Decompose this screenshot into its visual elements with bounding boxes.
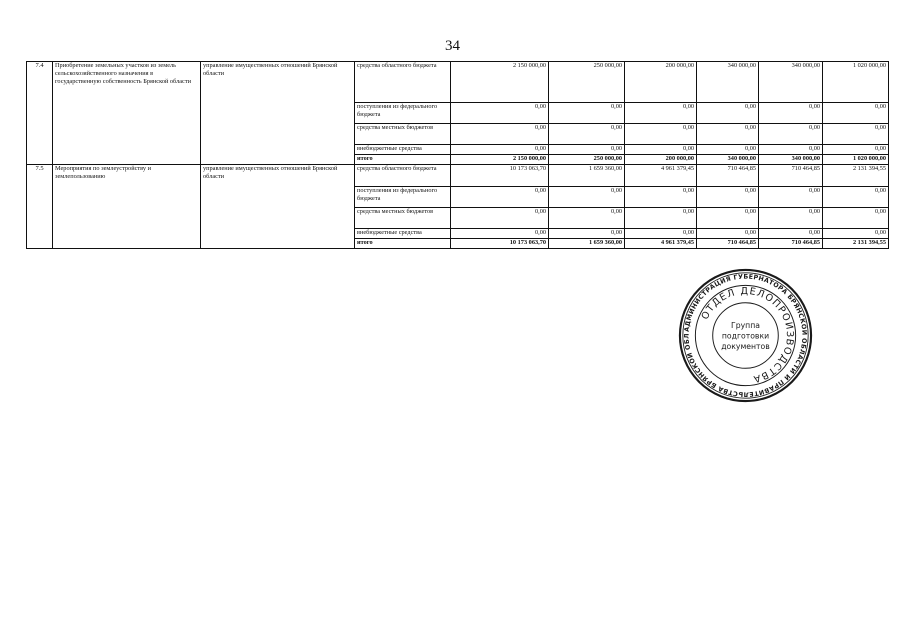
item-number: 7.5 (27, 165, 53, 249)
total-value: 710 464,85 (697, 239, 759, 249)
cell-value: 0,00 (451, 187, 549, 208)
cell-value: 0,00 (625, 229, 697, 239)
cell-value: 0,00 (697, 124, 759, 145)
total-value: 4 961 379,45 (625, 239, 697, 249)
cell-value: 10 173 063,70 (451, 165, 549, 187)
cell-value: 0,00 (625, 103, 697, 124)
total-value: 200 000,00 (625, 155, 697, 165)
table-row (27, 165, 889, 187)
total-value: 1 659 360,00 (549, 239, 625, 249)
total-value: 710 464,85 (759, 239, 823, 249)
stamp-department: ОТДЕЛ ДЕЛОПРОИЗВОДСТВА (699, 285, 796, 385)
cell-value: 0,00 (823, 103, 889, 124)
cell-value: 0,00 (823, 208, 889, 229)
source-label: внебюджетные средства (355, 145, 451, 155)
cell-value: 0,00 (697, 229, 759, 239)
total-label: итого (355, 239, 451, 249)
total-value: 2 150 000,00 (451, 155, 549, 165)
cell-value: 200 000,00 (625, 62, 697, 103)
cell-value: 0,00 (759, 229, 823, 239)
cell-value: 0,00 (759, 145, 823, 155)
cell-value: 0,00 (823, 187, 889, 208)
total-value: 1 020 000,00 (823, 155, 889, 165)
item-executor: управление имущественных отношений Брянской области (201, 165, 355, 249)
page-number: 34 (445, 38, 460, 54)
cell-value: 0,00 (451, 208, 549, 229)
total-value: 340 000,00 (697, 155, 759, 165)
cell-value: 0,00 (549, 103, 625, 124)
cell-value: 0,00 (759, 187, 823, 208)
stamp-seal (678, 268, 813, 403)
stamp-line: подготовки (721, 331, 770, 341)
total-value: 340 000,00 (759, 155, 823, 165)
cell-value: 0,00 (549, 229, 625, 239)
source-label: поступления из федерального бюджета (355, 187, 451, 208)
total-value: 2 131 394,55 (823, 239, 889, 249)
cell-value: 0,00 (549, 124, 625, 145)
cell-value: 710 464,85 (759, 165, 823, 187)
cell-value: 340 000,00 (759, 62, 823, 103)
total-value: 10 173 063,70 (451, 239, 549, 249)
item-number: 7.4 (27, 62, 53, 165)
stamp-line: Группа (731, 320, 760, 330)
cell-value: 1 659 360,00 (549, 165, 625, 187)
source-label: внебюджетные средства (355, 229, 451, 239)
cell-value: 0,00 (451, 229, 549, 239)
stamp-ring-text: АДМИНИСТРАЦИЯ ГУБЕРНАТОРА БРЯНСКОЙ ОБЛАСТИ И ПРАВИТЕЛЬСТВА БРЯНСКОЙ ОБЛ (683, 273, 808, 398)
cell-value: 0,00 (451, 145, 549, 155)
cell-value: 0,00 (549, 208, 625, 229)
table-row (27, 62, 889, 103)
item-name: Мероприятия по землеустройству и землепользованию (53, 165, 201, 249)
cell-value: 1 020 000,00 (823, 62, 889, 103)
cell-value: 0,00 (823, 124, 889, 145)
source-label: средства местных бюджетов (355, 124, 451, 145)
cell-value: 0,00 (625, 187, 697, 208)
cell-value: 0,00 (549, 145, 625, 155)
cell-value: 0,00 (625, 145, 697, 155)
cell-value: 0,00 (697, 208, 759, 229)
item-name: Приобретение земельных участков из земель сельскохозяйственного назначения в государственную собственность Брянской области (53, 62, 201, 165)
cell-value: 2 131 394,55 (823, 165, 889, 187)
budget-table (26, 61, 889, 249)
stamp-line: документов (721, 342, 770, 351)
cell-value: 4 961 379,45 (625, 165, 697, 187)
cell-value: 0,00 (697, 103, 759, 124)
cell-value: 0,00 (625, 208, 697, 229)
cell-value: 0,00 (451, 103, 549, 124)
cell-value: 0,00 (759, 103, 823, 124)
cell-value: 0,00 (759, 208, 823, 229)
total-label: итого (355, 155, 451, 165)
cell-value: 0,00 (697, 145, 759, 155)
source-label: средства областного бюджета (355, 62, 451, 103)
cell-value: 340 000,00 (697, 62, 759, 103)
source-label: средства местных бюджетов (355, 208, 451, 229)
source-label: средства областного бюджета (355, 165, 451, 187)
total-value: 250 000,00 (549, 155, 625, 165)
cell-value: 0,00 (759, 124, 823, 145)
cell-value: 0,00 (625, 124, 697, 145)
cell-value: 0,00 (697, 187, 759, 208)
official-stamp (678, 268, 813, 403)
cell-value: 0,00 (823, 229, 889, 239)
cell-value: 2 150 000,00 (451, 62, 549, 103)
cell-value: 250 000,00 (549, 62, 625, 103)
cell-value: 0,00 (451, 124, 549, 145)
cell-value: 0,00 (549, 187, 625, 208)
cell-value: 710 464,85 (697, 165, 759, 187)
source-label: поступления из федерального бюджета (355, 103, 451, 124)
cell-value: 0,00 (823, 145, 889, 155)
item-executor: управление имущественных отношений Брянской области (201, 62, 355, 165)
